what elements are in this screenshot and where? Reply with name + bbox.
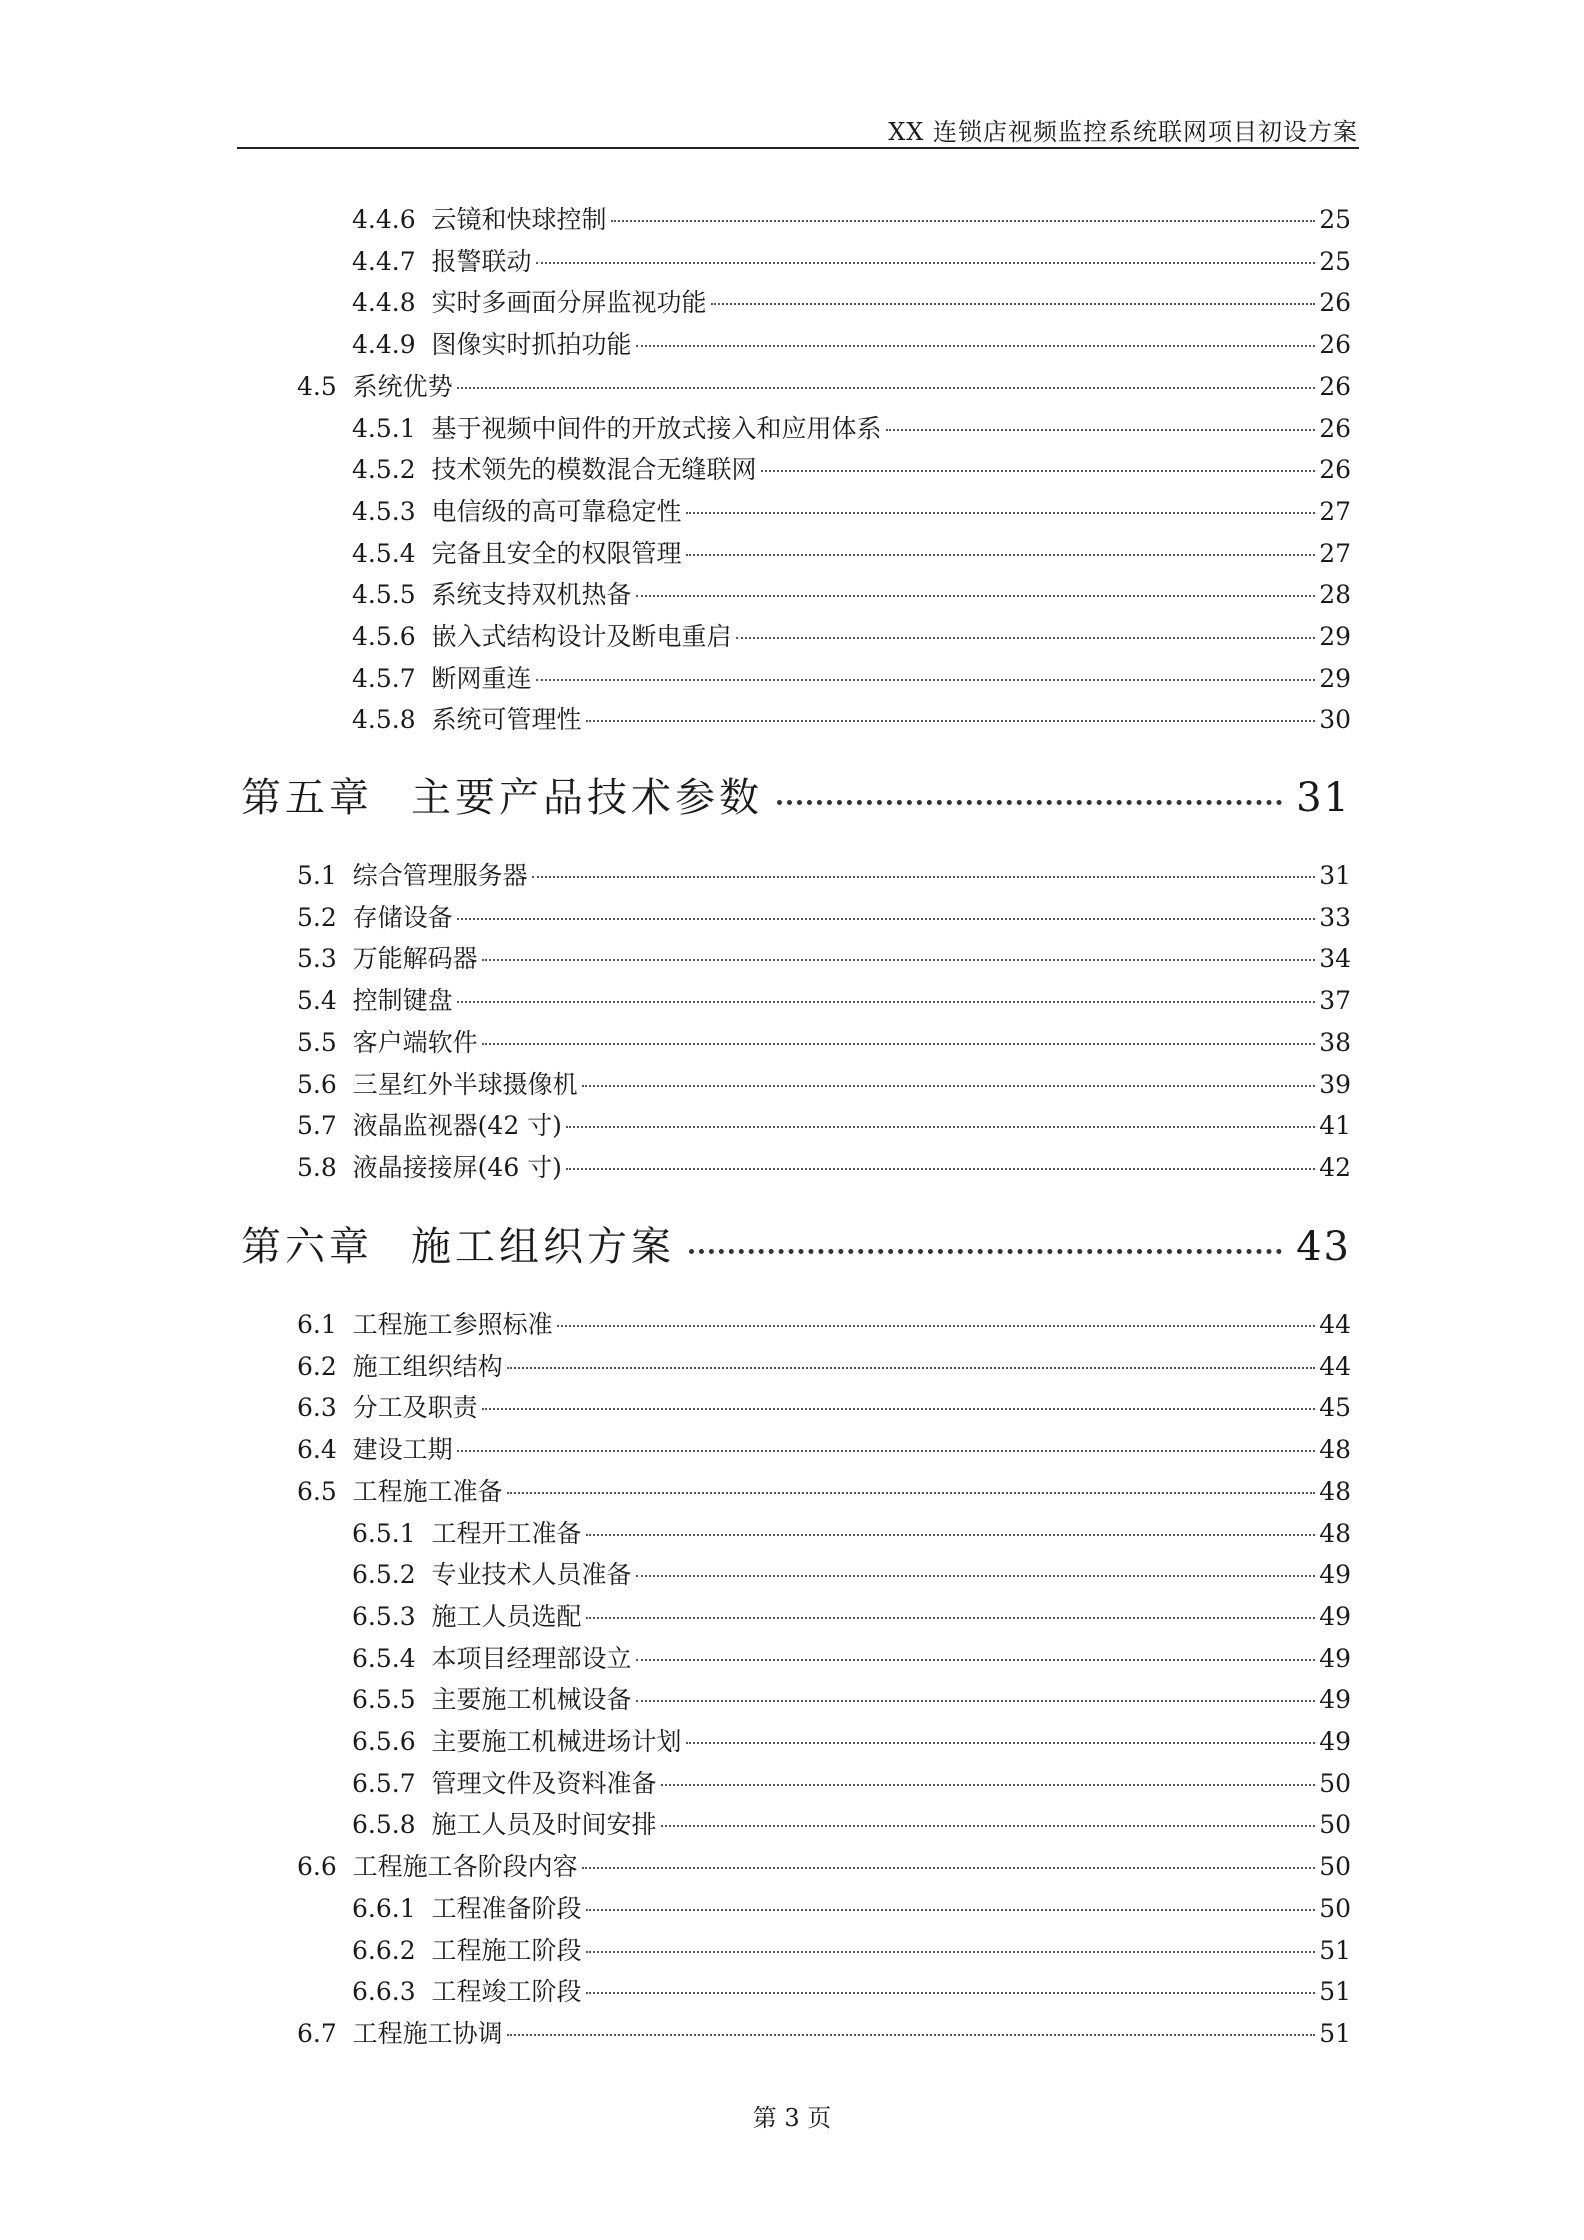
toc-entry-number: 6.4 bbox=[297, 1435, 353, 1464]
chapter-page-number: 43 bbox=[1296, 1224, 1351, 1270]
toc-entry[interactable] bbox=[352, 492, 1351, 528]
toc-entry-number: 4.5.8 bbox=[352, 705, 432, 734]
dot-leader bbox=[586, 1534, 1316, 1536]
toc-entry-number: 4.4.7 bbox=[352, 247, 432, 276]
page-footer: 第 3 页 bbox=[752, 2104, 832, 2132]
toc-entry-page-number: 51 bbox=[1319, 1936, 1351, 1965]
toc-entry[interactable] bbox=[297, 1065, 1351, 1101]
toc-entry-title: 工程施工准备 bbox=[352, 1477, 503, 1506]
dot-leader bbox=[636, 595, 1316, 597]
toc-entry[interactable] bbox=[352, 1931, 1351, 1967]
toc-entry-number: 6.2 bbox=[297, 1352, 353, 1381]
toc-entry-number: 5.2 bbox=[297, 903, 353, 932]
toc-entry-page-number: 26 bbox=[1319, 372, 1351, 401]
chapter-title: 主要产品技术参数 bbox=[411, 775, 763, 821]
dot-leader bbox=[566, 1126, 1315, 1128]
toc-entry-title: 报警联动 bbox=[431, 247, 532, 276]
toc-entry[interactable] bbox=[297, 1430, 1351, 1466]
dot-leader bbox=[689, 1249, 1282, 1254]
toc-entry-title: 工程施工阶段 bbox=[431, 1936, 582, 1965]
dot-leader bbox=[536, 679, 1316, 681]
toc-entry-page-number: 39 bbox=[1319, 1070, 1351, 1099]
toc-entry-page-number: 49 bbox=[1319, 1644, 1351, 1673]
toc-entry-number: 6.1 bbox=[297, 1310, 353, 1339]
chapter-page-number: 31 bbox=[1296, 775, 1351, 821]
toc-entry-title: 存储设备 bbox=[352, 903, 453, 932]
dot-leader bbox=[586, 1909, 1316, 1911]
toc-entry-page-number: 45 bbox=[1319, 1393, 1351, 1422]
toc-entry-title: 实时多画面分屏监视功能 bbox=[431, 288, 707, 317]
toc-entry[interactable] bbox=[297, 1347, 1351, 1383]
dot-leader bbox=[761, 470, 1316, 472]
dot-leader bbox=[636, 1575, 1316, 1577]
toc-entry[interactable] bbox=[297, 939, 1351, 975]
toc-entry[interactable] bbox=[297, 1847, 1351, 1883]
toc-entry-page-number: 51 bbox=[1319, 1977, 1351, 2006]
dot-leader bbox=[457, 387, 1316, 389]
toc-entry-page-number: 41 bbox=[1319, 1111, 1351, 1140]
toc-entry-title: 万能解码器 bbox=[352, 944, 478, 973]
toc-entry-page-number: 26 bbox=[1319, 288, 1351, 317]
toc-entry-title: 嵌入式结构设计及断电重启 bbox=[431, 622, 732, 651]
dot-leader bbox=[686, 512, 1316, 514]
dot-leader bbox=[686, 554, 1316, 556]
dot-leader bbox=[777, 800, 1282, 805]
dot-leader bbox=[536, 262, 1316, 264]
toc-entry[interactable] bbox=[352, 575, 1351, 611]
dot-leader bbox=[586, 1951, 1316, 1953]
dot-leader bbox=[566, 1168, 1315, 1170]
dot-leader bbox=[507, 1492, 1316, 1494]
toc-entry-page-number: 33 bbox=[1319, 903, 1351, 932]
toc-entry-page-number: 44 bbox=[1319, 1310, 1351, 1339]
toc-entry-number: 4.4.9 bbox=[352, 330, 432, 359]
toc-entry-page-number: 50 bbox=[1319, 1810, 1351, 1839]
toc-entry-title: 工程开工准备 bbox=[431, 1519, 582, 1548]
dot-leader bbox=[886, 429, 1316, 431]
toc-entry-page-number: 49 bbox=[1319, 1602, 1351, 1631]
toc-entry-page-number: 31 bbox=[1319, 861, 1351, 890]
toc-entry-title: 系统支持双机热备 bbox=[431, 580, 632, 609]
toc-entry[interactable] bbox=[352, 1639, 1351, 1675]
toc-entry[interactable] bbox=[352, 200, 1351, 236]
toc-entry-number: 5.4 bbox=[297, 986, 353, 1015]
toc-entry[interactable] bbox=[352, 1889, 1351, 1925]
toc-entry[interactable] bbox=[352, 1972, 1351, 2008]
dot-leader bbox=[636, 1659, 1316, 1661]
dot-leader bbox=[507, 1367, 1316, 1369]
dot-leader bbox=[457, 1001, 1316, 1003]
toc-entry-title: 液晶接接屏(46 寸) bbox=[352, 1153, 562, 1182]
toc-entry[interactable] bbox=[352, 409, 1351, 445]
dot-leader bbox=[611, 220, 1316, 222]
toc-entry-number: 6.5.5 bbox=[352, 1685, 432, 1714]
toc-entry-number: 6.5.1 bbox=[352, 1519, 432, 1548]
toc-entry-title: 本项目经理部设立 bbox=[431, 1644, 632, 1673]
toc-entry-title: 图像实时抓拍功能 bbox=[431, 330, 632, 359]
toc-entry[interactable] bbox=[352, 1680, 1351, 1716]
toc-entry-title: 工程施工参照标准 bbox=[352, 1310, 553, 1339]
toc-entry[interactable] bbox=[352, 534, 1351, 570]
toc-entry[interactable] bbox=[352, 1764, 1351, 1800]
toc-entry-number: 4.5.4 bbox=[352, 539, 432, 568]
toc-entry-number: 6.6.1 bbox=[352, 1894, 432, 1923]
toc-entry[interactable] bbox=[297, 1023, 1351, 1059]
dot-leader bbox=[736, 637, 1316, 639]
toc-entry-page-number: 29 bbox=[1319, 622, 1351, 651]
toc-entry-number: 5.3 bbox=[297, 944, 353, 973]
dot-leader bbox=[636, 345, 1316, 347]
toc-entry-number: 4.5.2 bbox=[352, 455, 432, 484]
toc-entry-title: 系统优势 bbox=[352, 372, 453, 401]
toc-entry-title: 电信级的高可靠稳定性 bbox=[431, 497, 682, 526]
toc-entry-title: 工程施工各阶段内容 bbox=[352, 1852, 578, 1881]
toc-entry-page-number: 25 bbox=[1319, 247, 1351, 276]
toc-entry[interactable] bbox=[352, 1555, 1351, 1591]
toc-entry-page-number: 37 bbox=[1319, 986, 1351, 1015]
toc-entry-title: 工程准备阶段 bbox=[431, 1894, 582, 1923]
toc-entry-number: 5.6 bbox=[297, 1070, 353, 1099]
toc-entry-number: 4.5.5 bbox=[352, 580, 432, 609]
toc-entry-number: 4.5.3 bbox=[352, 497, 432, 526]
toc-entry-page-number: 48 bbox=[1319, 1477, 1351, 1506]
dot-leader bbox=[586, 720, 1316, 722]
toc-entry[interactable] bbox=[352, 1514, 1351, 1550]
toc-entry[interactable] bbox=[297, 981, 1351, 1017]
toc-entry-title: 技术领先的模数混合无缝联网 bbox=[431, 455, 757, 484]
toc-entry-number: 6.5.6 bbox=[352, 1727, 432, 1756]
toc-entry-title: 建设工期 bbox=[352, 1435, 453, 1464]
toc-entry-title: 主要施工机械设备 bbox=[431, 1685, 632, 1714]
toc-entry[interactable] bbox=[297, 856, 1351, 892]
toc-entry-page-number: 25 bbox=[1319, 205, 1351, 234]
toc-entry[interactable] bbox=[352, 1722, 1351, 1758]
toc-entry[interactable] bbox=[352, 283, 1351, 319]
toc-entry-page-number: 27 bbox=[1319, 539, 1351, 568]
dot-leader bbox=[582, 1867, 1316, 1869]
dot-leader bbox=[636, 1700, 1316, 1702]
chapter-number: 第六章 bbox=[241, 1224, 373, 1270]
toc-entry-page-number: 26 bbox=[1319, 414, 1351, 443]
toc-entry-number: 4.5.7 bbox=[352, 664, 432, 693]
toc-entry-page-number: 49 bbox=[1319, 1560, 1351, 1589]
toc-entry-title: 施工人员选配 bbox=[431, 1602, 582, 1631]
toc-entry-number: 4.5 bbox=[297, 372, 353, 401]
toc-entry-number: 5.8 bbox=[297, 1153, 353, 1182]
document-header-title: XX 连锁店视频监控系统联网项目初设方案 bbox=[888, 118, 1358, 146]
toc-entry-title: 基于视频中间件的开放式接入和应用体系 bbox=[431, 414, 882, 443]
dot-leader bbox=[661, 1825, 1316, 1827]
dot-leader bbox=[457, 918, 1316, 920]
dot-leader bbox=[686, 1742, 1316, 1744]
toc-entry-page-number: 28 bbox=[1319, 580, 1351, 609]
dot-leader bbox=[586, 1992, 1316, 1994]
toc-entry[interactable] bbox=[297, 1106, 1351, 1142]
toc-entry-page-number: 34 bbox=[1319, 944, 1351, 973]
toc-entry[interactable] bbox=[352, 700, 1351, 736]
toc-entry-title: 断网重连 bbox=[431, 664, 532, 693]
toc-entry-number: 5.7 bbox=[297, 1111, 353, 1140]
toc-entry-page-number: 29 bbox=[1319, 664, 1351, 693]
toc-entry-title: 云镜和快球控制 bbox=[431, 205, 607, 234]
dot-leader bbox=[482, 1043, 1316, 1045]
dot-leader bbox=[482, 1408, 1316, 1410]
toc-entry[interactable] bbox=[352, 1805, 1351, 1841]
toc-entry-page-number: 26 bbox=[1319, 455, 1351, 484]
toc-entry-number: 5.5 bbox=[297, 1028, 353, 1057]
dot-leader bbox=[457, 1450, 1316, 1452]
toc-entry[interactable] bbox=[297, 898, 1351, 934]
dot-leader bbox=[557, 1325, 1316, 1327]
toc-entry-page-number: 26 bbox=[1319, 330, 1351, 359]
toc-entry-title: 主要施工机械进场计划 bbox=[431, 1727, 682, 1756]
toc-entry-page-number: 48 bbox=[1319, 1435, 1351, 1464]
toc-entry-page-number: 50 bbox=[1319, 1769, 1351, 1798]
toc-entry-number: 6.5.4 bbox=[352, 1644, 432, 1673]
toc-entry-page-number: 50 bbox=[1319, 1852, 1351, 1881]
toc-entry[interactable] bbox=[297, 2014, 1351, 2050]
chapter-heading-5[interactable] bbox=[241, 766, 1351, 823]
toc-entry[interactable] bbox=[297, 1148, 1351, 1184]
toc-entry-title: 分工及职责 bbox=[352, 1393, 478, 1422]
toc-entry-title: 三星红外半球摄像机 bbox=[352, 1070, 578, 1099]
toc-entry-number: 6.6.2 bbox=[352, 1936, 432, 1965]
toc-entry-number: 6.6.3 bbox=[352, 1977, 432, 2006]
toc-entry-page-number: 51 bbox=[1319, 2019, 1351, 2048]
toc-entry-page-number: 50 bbox=[1319, 1894, 1351, 1923]
toc-entry-page-number: 30 bbox=[1319, 705, 1351, 734]
toc-entry-number: 5.1 bbox=[297, 861, 353, 890]
toc-entry[interactable] bbox=[352, 242, 1351, 278]
toc-entry[interactable] bbox=[297, 367, 1351, 403]
dot-leader bbox=[661, 1784, 1316, 1786]
toc-entry-title: 施工人员及时间安排 bbox=[431, 1810, 657, 1839]
toc-entry-title: 管理文件及资料准备 bbox=[431, 1769, 657, 1798]
toc-entry-title: 客户端软件 bbox=[352, 1028, 478, 1057]
dot-leader bbox=[711, 303, 1316, 305]
toc-entry-page-number: 49 bbox=[1319, 1685, 1351, 1714]
toc-entry-title: 综合管理服务器 bbox=[352, 861, 528, 890]
toc-entry-number: 6.3 bbox=[297, 1393, 353, 1422]
toc-entry[interactable] bbox=[297, 1472, 1351, 1508]
toc-entry[interactable] bbox=[297, 1388, 1351, 1424]
toc-entry-number: 6.5.8 bbox=[352, 1810, 432, 1839]
toc-entry-number: 4.4.6 bbox=[352, 205, 432, 234]
toc-entry-number: 6.5.7 bbox=[352, 1769, 432, 1798]
toc-entry-number: 4.5.1 bbox=[352, 414, 432, 443]
toc-entry-title: 工程竣工阶段 bbox=[431, 1977, 582, 2006]
toc-entry-title: 液晶监视器(42 寸) bbox=[352, 1111, 562, 1140]
toc-entry-page-number: 38 bbox=[1319, 1028, 1351, 1057]
dot-leader bbox=[507, 2034, 1316, 2036]
toc-entry[interactable] bbox=[352, 325, 1351, 361]
toc-entry-page-number: 44 bbox=[1319, 1352, 1351, 1381]
toc-entry-number: 4.5.6 bbox=[352, 622, 432, 651]
toc-entry[interactable] bbox=[352, 659, 1351, 695]
toc-entry-title: 控制键盘 bbox=[352, 986, 453, 1015]
toc-entry[interactable] bbox=[352, 1597, 1351, 1633]
toc-entry[interactable] bbox=[352, 617, 1351, 653]
chapter-heading-6[interactable] bbox=[241, 1215, 1351, 1272]
toc-entry-title: 专业技术人员准备 bbox=[431, 1560, 632, 1589]
toc-entry-page-number: 42 bbox=[1319, 1153, 1351, 1182]
dot-leader bbox=[586, 1617, 1316, 1619]
toc-entry-page-number: 48 bbox=[1319, 1519, 1351, 1548]
dot-leader bbox=[482, 959, 1316, 961]
toc-entry-number: 6.6 bbox=[297, 1852, 353, 1881]
toc-entry-number: 6.5.2 bbox=[352, 1560, 432, 1589]
toc-entry-title: 施工组织结构 bbox=[352, 1352, 503, 1381]
toc-entry-title: 完备且安全的权限管理 bbox=[431, 539, 682, 568]
dot-leader bbox=[532, 876, 1316, 878]
toc-entry-number: 6.7 bbox=[297, 2019, 353, 2048]
toc-entry-page-number: 49 bbox=[1319, 1727, 1351, 1756]
toc-entry-number: 6.5 bbox=[297, 1477, 353, 1506]
toc-entry-number: 6.5.3 bbox=[352, 1602, 432, 1631]
toc-entry-title: 系统可管理性 bbox=[431, 705, 582, 734]
toc-entry-number: 4.4.8 bbox=[352, 288, 432, 317]
toc-entry[interactable] bbox=[352, 450, 1351, 486]
toc-entry[interactable] bbox=[297, 1305, 1351, 1341]
chapter-title: 施工组织方案 bbox=[411, 1224, 675, 1270]
toc-entry-title: 工程施工协调 bbox=[352, 2019, 503, 2048]
toc-entry-page-number: 27 bbox=[1319, 497, 1351, 526]
chapter-number: 第五章 bbox=[241, 775, 373, 821]
dot-leader bbox=[582, 1085, 1316, 1087]
